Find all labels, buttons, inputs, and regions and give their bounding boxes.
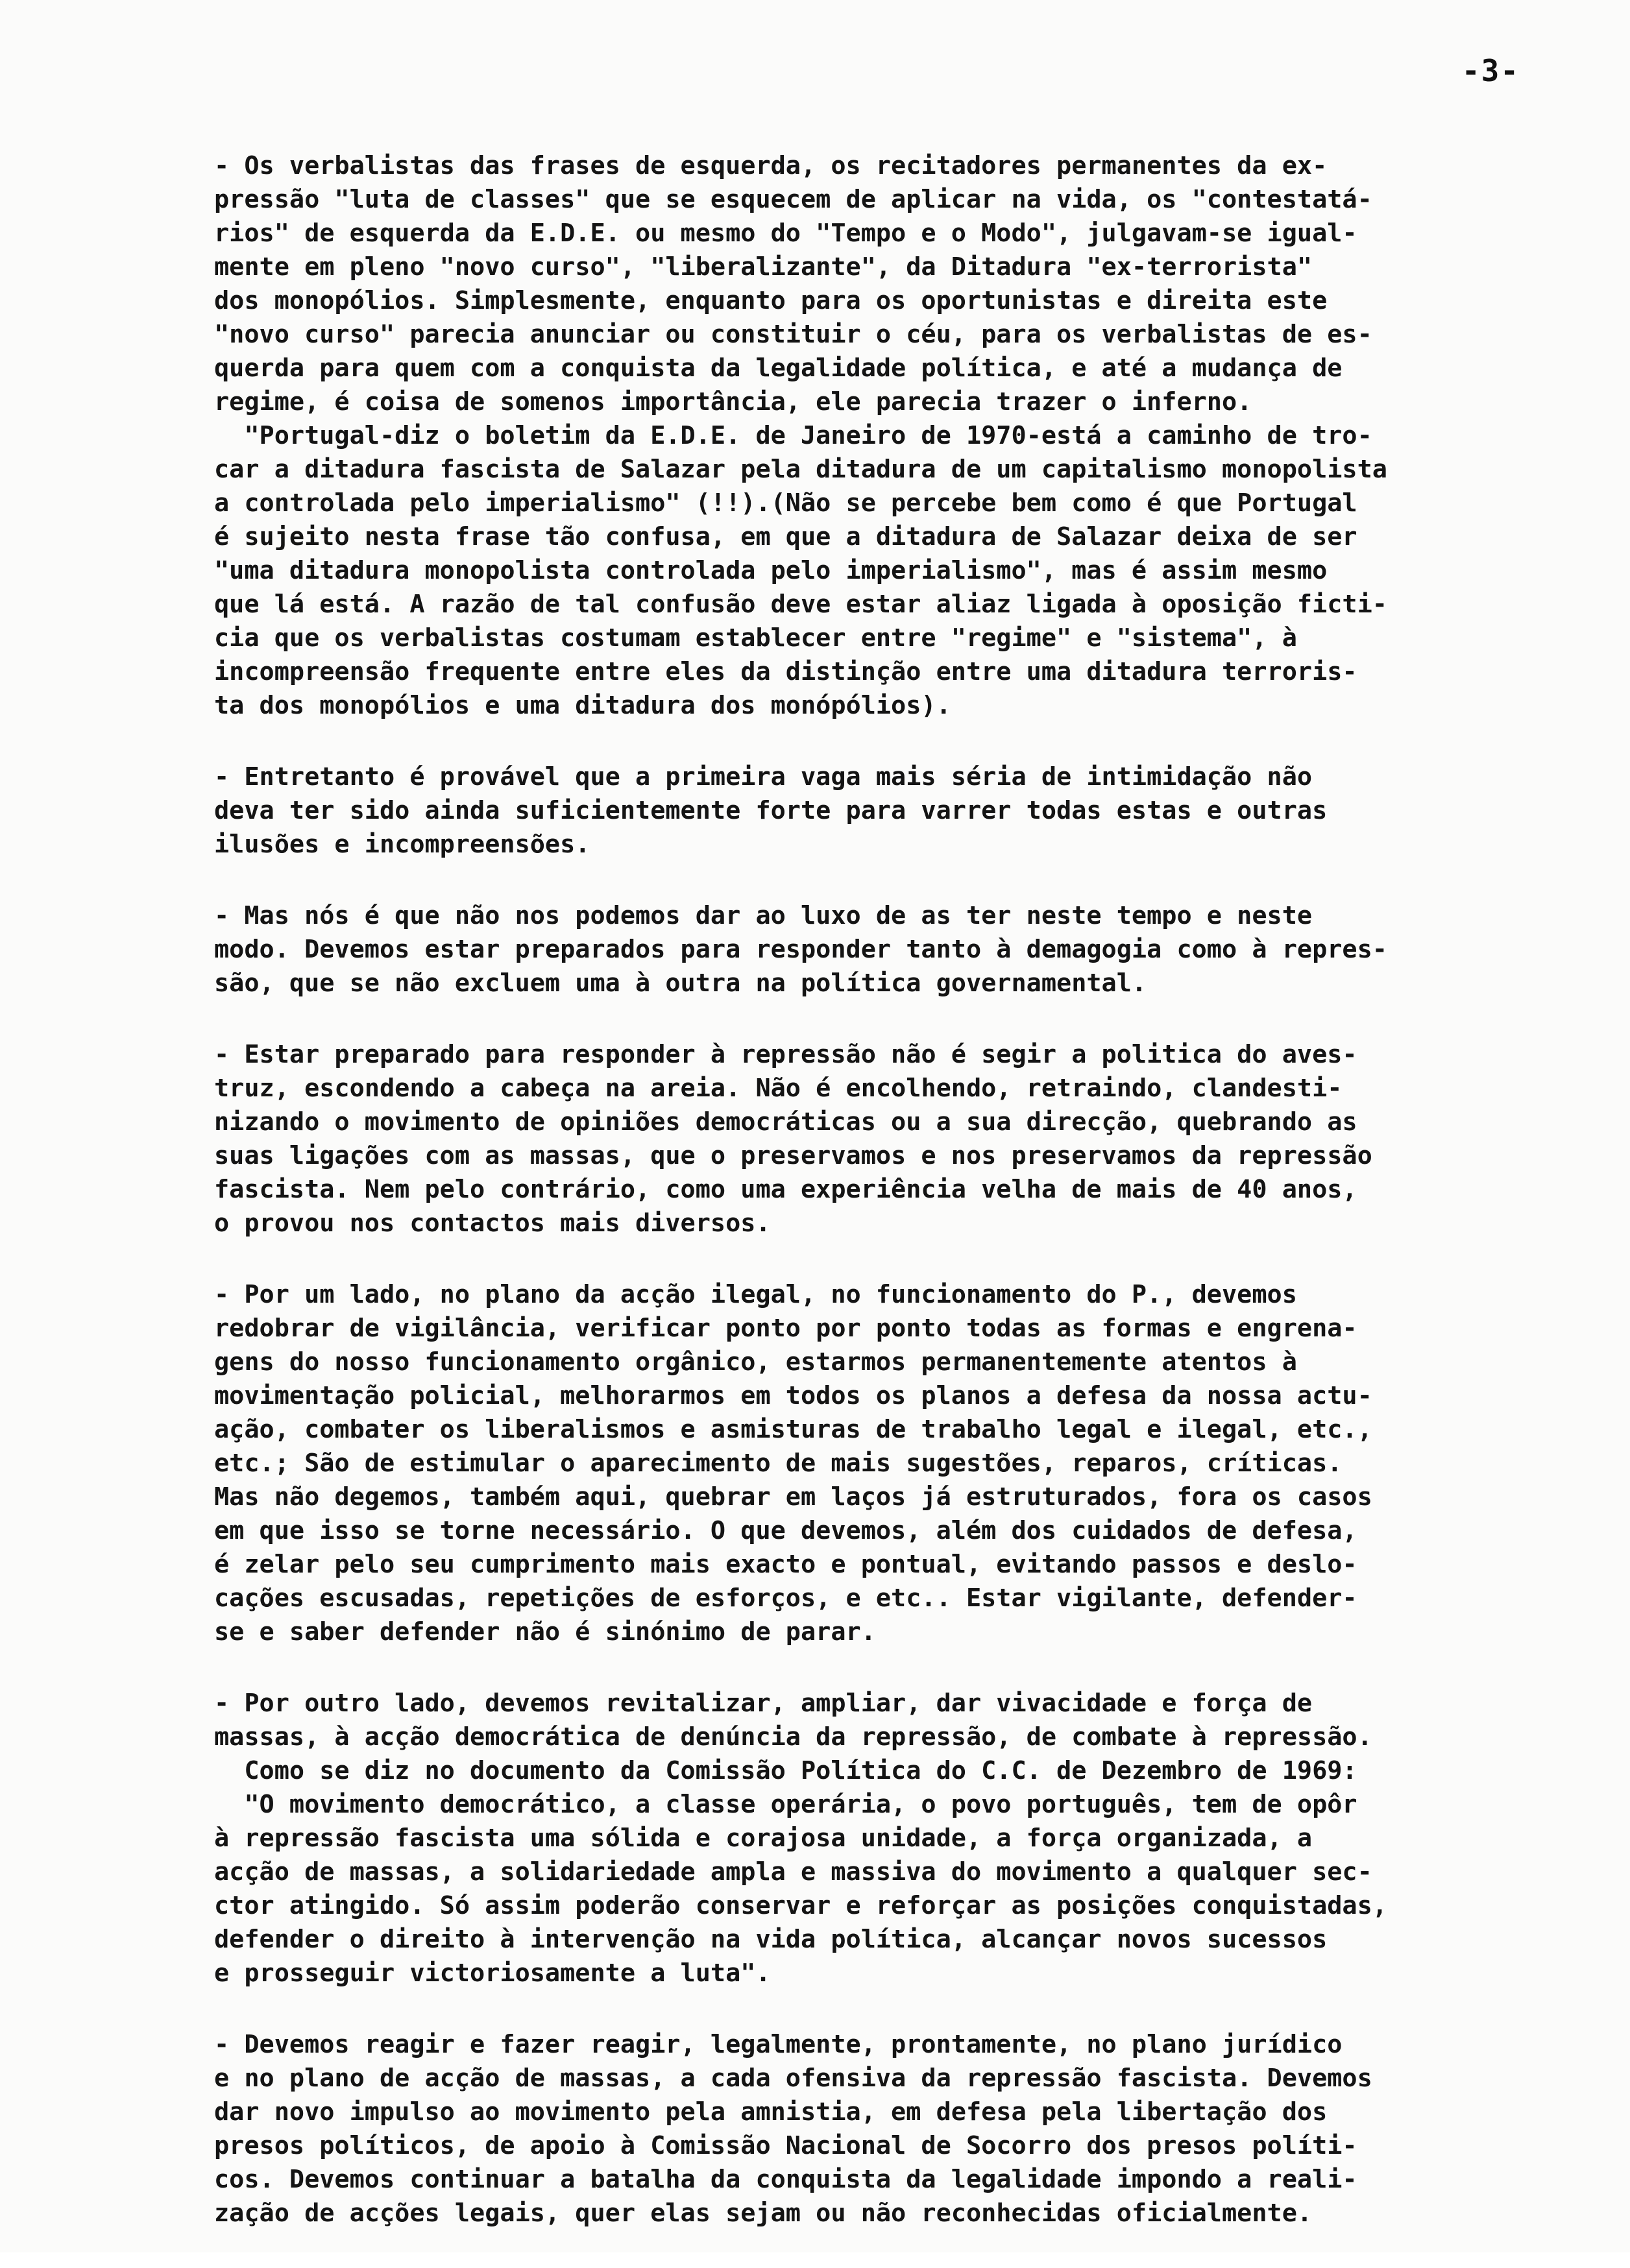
text-line: e no plano de acção de massas, a cada ofensiva da repressão fascista. Devemos — [214, 2064, 1372, 2093]
text-line: - Por um lado, no plano da acção ilegal, no funcionamento do P., devemos — [214, 1280, 1297, 1309]
text-line: etc.; São de estimular o aparecimento de mais sugestões, reparos, críticas. — [214, 1449, 1343, 1478]
text-line: dos monopólios. Simplesmente, enquanto para os oportunistas e direita este — [214, 286, 1328, 315]
paragraph-vigilancia — [214, 1278, 1590, 1649]
paragraph-verbalistas — [214, 149, 1590, 723]
text-line: "Portugal-diz o boletim da E.D.E. de Janeiro de 1970-está a caminho de tro- — [214, 421, 1372, 450]
text-line: massas, à acção democrática de denúncia da repressão, de combate à repressão. — [214, 1722, 1372, 1752]
paragraph-avestruz — [214, 1038, 1590, 1240]
text-line: incompreensão frequente entre eles da distinção entre uma ditadura terroris- — [214, 657, 1357, 686]
text-line: movimentação policial, melhorarmos em todos os planos a defesa da nossa actu- — [214, 1381, 1372, 1410]
text-line: cia que os verbalistas costumam establecer entre "regime" e "sistema", à — [214, 623, 1297, 653]
text-line: "O movimento democrático, a classe operária, o povo português, tem de opôr — [214, 1790, 1357, 1819]
text-line: gens do nosso funcionamento orgânico, estarmos permanentemente atentos à — [214, 1347, 1297, 1377]
text-line: - Estar preparado para responder à repressão não é segir a politica do aves- — [214, 1040, 1357, 1069]
text-line: e prosseguir victoriosamente a luta". — [214, 1959, 771, 1988]
text-line: se e saber defender não é sinónimo de parar. — [214, 1617, 876, 1647]
text-line: Mas não degemos, também aqui, quebrar em laços já estruturados, fora os casos — [214, 1482, 1372, 1512]
text-line: querda para quem com a conquista da legalidade política, e até a mudança de — [214, 354, 1343, 383]
text-line: - Entretanto é provável que a primeira vaga mais séria de intimidação não — [214, 762, 1313, 791]
text-line: é sujeito nesta frase tão confusa, em que a ditadura de Salazar deixa de ser — [214, 522, 1357, 551]
text-line: pressão "luta de classes" que se esquecem de aplicar na vida, os "contestatá- — [214, 185, 1372, 214]
text-line: é zelar pelo seu cumprimento mais exacto e pontual, evitando passos e deslo- — [214, 1550, 1357, 1579]
text-line: dar novo impulso ao movimento pela amnistia, em defesa pela libertação dos — [214, 2097, 1328, 2127]
text-line: a controlada pelo imperialismo" (!!).(Não se percebe bem como é que Portugal — [214, 489, 1357, 518]
text-line: fascista. Nem pelo contrário, como uma experiência velha de mais de 40 anos, — [214, 1175, 1357, 1204]
paragraph-intimidacao — [214, 760, 1590, 862]
text-line: acção de massas, a solidariedade ampla e massiva do movimento a qualquer sec- — [214, 1857, 1372, 1887]
text-line: - Devemos reagir e fazer reagir, legalmente, prontamente, no plano jurídico — [214, 2030, 1343, 2059]
paragraph-revitalizar — [214, 1687, 1590, 1990]
text-line: ta dos monopólios e uma ditadura dos monópólios). — [214, 691, 951, 720]
text-line: modo. Devemos estar preparados para responder tanto à demagogia como à repres- — [214, 935, 1387, 964]
text-line: à repressão fascista uma sólida e corajosa unidade, a força organizada, a — [214, 1824, 1313, 1853]
text-line: ctor atingido. Só assim poderão conservar e reforçar as posições conquistadas, — [214, 1891, 1387, 1920]
text-line: presos políticos, de apoio à Comissão Nacional de Socorro dos presos políti- — [214, 2131, 1357, 2160]
text-line: car a ditadura fascista de Salazar pela ditadura de um capitalismo monopolista — [214, 455, 1387, 484]
text-line: cações escusadas, repetições de esforços, e etc.. Estar vigilante, defender- — [214, 1584, 1357, 1613]
text-line: - Os verbalistas das frases de esquerda, os recitadores permanentes da ex- — [214, 151, 1328, 180]
text-line: "novo curso" parecia anunciar ou constituir o céu, para os verbalistas de es- — [214, 320, 1372, 349]
text-line: cos. Devemos continuar a batalha da conquista da legalidade impondo a reali- — [214, 2165, 1357, 2194]
paragraph-reagir — [214, 2028, 1590, 2230]
text-line: deva ter sido ainda suficientemente forte para varrer todas estas e outras — [214, 796, 1328, 825]
document-body — [214, 149, 1590, 2268]
text-line: o provou nos contactos mais diversos. — [214, 1209, 771, 1238]
paragraph-preparados — [214, 899, 1590, 1000]
text-line: em que isso se torne necessário. O que devemos, além dos cuidados de defesa, — [214, 1516, 1357, 1545]
text-line: rios" de esquerda da E.D.E. ou mesmo do "Tempo e o Modo", julgavam-se igual- — [214, 219, 1357, 248]
text-line: redobrar de vigilância, verificar ponto por ponto todas as formas e engrena- — [214, 1314, 1357, 1343]
text-line: truz, escondendo a cabeça na areia. Não é encolhendo, retraindo, clandesti- — [214, 1074, 1343, 1103]
text-line: zação de acções legais, quer elas sejam ou não reconhecidas oficialmente. — [214, 2199, 1313, 2228]
text-line: suas ligações com as massas, que o preservamos e nos preservamos da repressão — [214, 1141, 1372, 1170]
text-line: que lá está. A razão de tal confusão deve estar aliaz ligada à oposição ficti- — [214, 590, 1387, 619]
text-line: Como se diz no documento da Comissão Política do C.C. de Dezembro de 1969: — [214, 1756, 1357, 1785]
text-line: mente em pleno "novo curso", "liberalizante", da Ditadura "ex-terrorista" — [214, 252, 1313, 282]
text-line: ação, combater os liberalismos e asmisturas de trabalho legal e ilegal, etc., — [214, 1415, 1372, 1444]
text-line: - Por outro lado, devemos revitalizar, ampliar, dar vivacidade e força de — [214, 1689, 1313, 1718]
text-line: "uma ditadura monopolista controlada pelo imperialismo", mas é assim mesmo — [214, 556, 1328, 585]
text-line: nizando o movimento de opiniões democráticas ou a sua direcção, quebrando as — [214, 1107, 1357, 1137]
text-line: - Mas nós é que não nos podemos dar ao luxo de as ter neste tempo e neste — [214, 901, 1313, 930]
text-line: são, que se não excluem uma à outra na política governamental. — [214, 969, 1147, 998]
text-line: ilusões e incompreensões. — [214, 830, 590, 859]
text-line: defender o direito à intervenção na vida política, alcançar novos sucessos — [214, 1925, 1328, 1954]
text-line: regime, é coisa de somenos importância, ele parecia trazer o inferno. — [214, 387, 1252, 416]
page-number: -3- — [1461, 53, 1520, 88]
